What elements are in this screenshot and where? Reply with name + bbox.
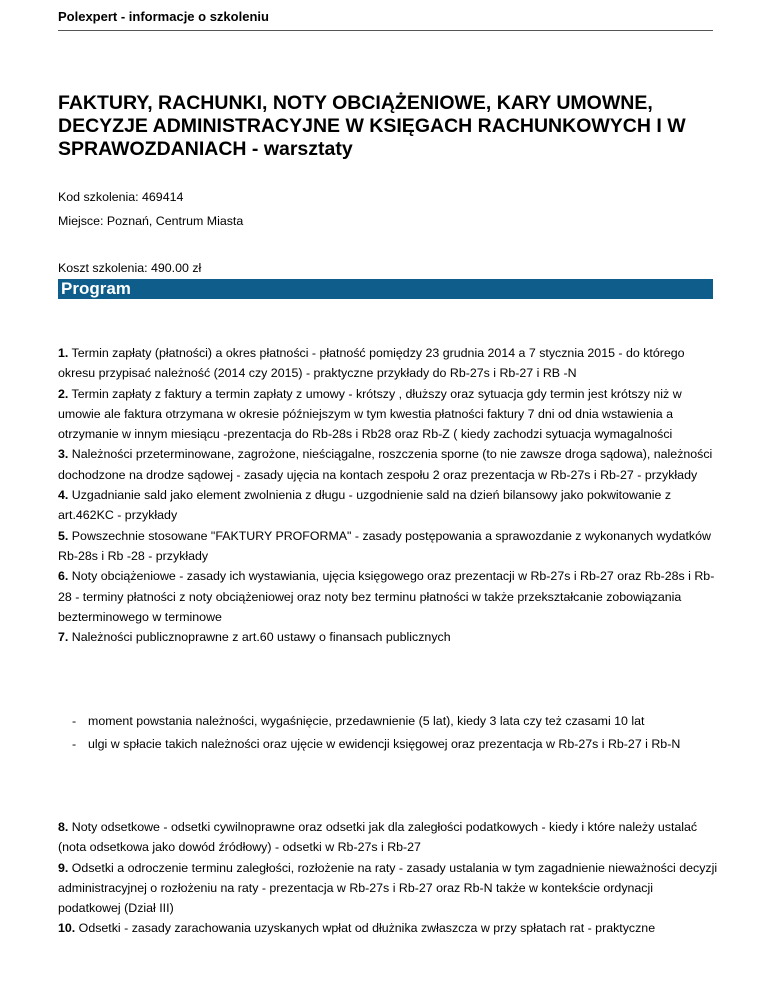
course-code: Kod szkolenia: 469414 — [58, 190, 184, 204]
bullet-list — [72, 710, 722, 756]
program-item: 10. Odsetki - zasady zarachowania uzyskanych wpłat od dłużnika zwłaszcza w przy spłatach rat - praktyczne — [58, 921, 656, 936]
program-item: 7. Należności publicznoprawne z art.60 ustawy o finansach publicznych — [58, 630, 451, 645]
program-item: 6. Noty obciążeniowe - zasady ich wystawiania, ujęcia księgowego oraz prezentacji w Rb-27s i Rb-27 oraz Rb-28s i Rb-28 - terminy płatności z noty obciążeniowej oraz noty bez terminu płatności w także przekształcanie zobowiązania bezterminowego w terminowe — [58, 569, 715, 624]
program-item: 5. Powszechnie stosowane "FAKTURY PROFORMA" - zasady postępowania a sprawozdanie z wykonanych wydatków Rb-28s i Rb -28 - przykłady — [58, 528, 711, 563]
program-item: 8. Noty odsetkowe - odsetki cywilnoprawne oraz odsetki jak dla zaległości podatkowych - kiedy i które należy ustalać (nota odsetkowa jako dowód źródłowy) - odsetki w Rb-27s i Rb-27 — [58, 820, 698, 855]
program-list-b — [58, 817, 718, 939]
program-item: 3. Należności przeterminowane, zagrożone, nieściągalne, roszczenia sporne (to nie zawsze droga sądowa), należności dochodzone na drodze sądowej - zasady ujęcia na kontach zespołu 2 oraz prezentacja w Rb-27s i Rb-27 - przykłady — [58, 447, 713, 482]
course-place: Miejsce: Poznań, Centrum Miasta — [58, 214, 244, 228]
program-item: 2. Termin zapłaty z faktury a termin zapłaty z umowy - krótszy , dłuższy oraz sytuacja gdy termin jest krótszy niż w umowie ale faktura otrzymana w okresie późniejszym w tym kwestia płatności faktury 7 dni od dnia wstawienia a otrzymanie w innym miesiącu -prezentacja do Rb-28s i Rb28 oraz Rb-Z ( kiedy zachodzi sytuacja wymagalności — [58, 386, 682, 442]
document-title: FAKTURY, RACHUNKI, NOTY OBCIĄŻENIOWE, KARY UMOWNE, DECYZJE ADMINISTRACYJNE W KSIĘGACH RACHUNKOWYCH I W SPRAWOZDANIACH - warsztaty — [58, 92, 686, 160]
course-cost: Koszt szkolenia: 490.00 zł — [58, 261, 202, 275]
program-item: 9. Odsetki a odroczenie terminu zaległości, rozłożenie na raty - zasady ustalania w tym zagadnienie nieważności decyzji administracyjnej o rozłożeniu na raty - prezentacja w Rb-27s i Rb-27 oraz Rb-N także w kontekście ordynacji podatkowej (Dział III) — [58, 860, 718, 916]
program-list-a — [58, 343, 718, 647]
program-item: 4. Uzgadnianie sald jako element zwolnienia z długu - uzgodnienie sald na dzień bilansowy jako pokwitowanie z art.462KC - przykłady — [58, 488, 672, 523]
program-item: 1. Termin zapłaty (płatności) a okres płatności - płatność pomiędzy 23 grudnia 2014 a 7 stycznia 2015 - do którego okresu przypisać należność (2014 czy 2015) - praktyczne przykłady do Rb-27s i Rb-27 i RB -N — [58, 346, 685, 381]
section-heading-program: Program — [58, 279, 713, 299]
list-item: - moment powstania należności, wygaśnięcie, przedawnienie (5 lat), kiedy 3 lata czy też czasami 10 lat — [72, 714, 645, 728]
page-header: Polexpert - informacje o szkoleniu — [58, 9, 713, 31]
list-item: - ulgi w spłacie takich należności oraz ujęcie w ewidencji księgowej oraz prezentacja w Rb-27s i Rb-27 i Rb-N — [72, 737, 681, 751]
